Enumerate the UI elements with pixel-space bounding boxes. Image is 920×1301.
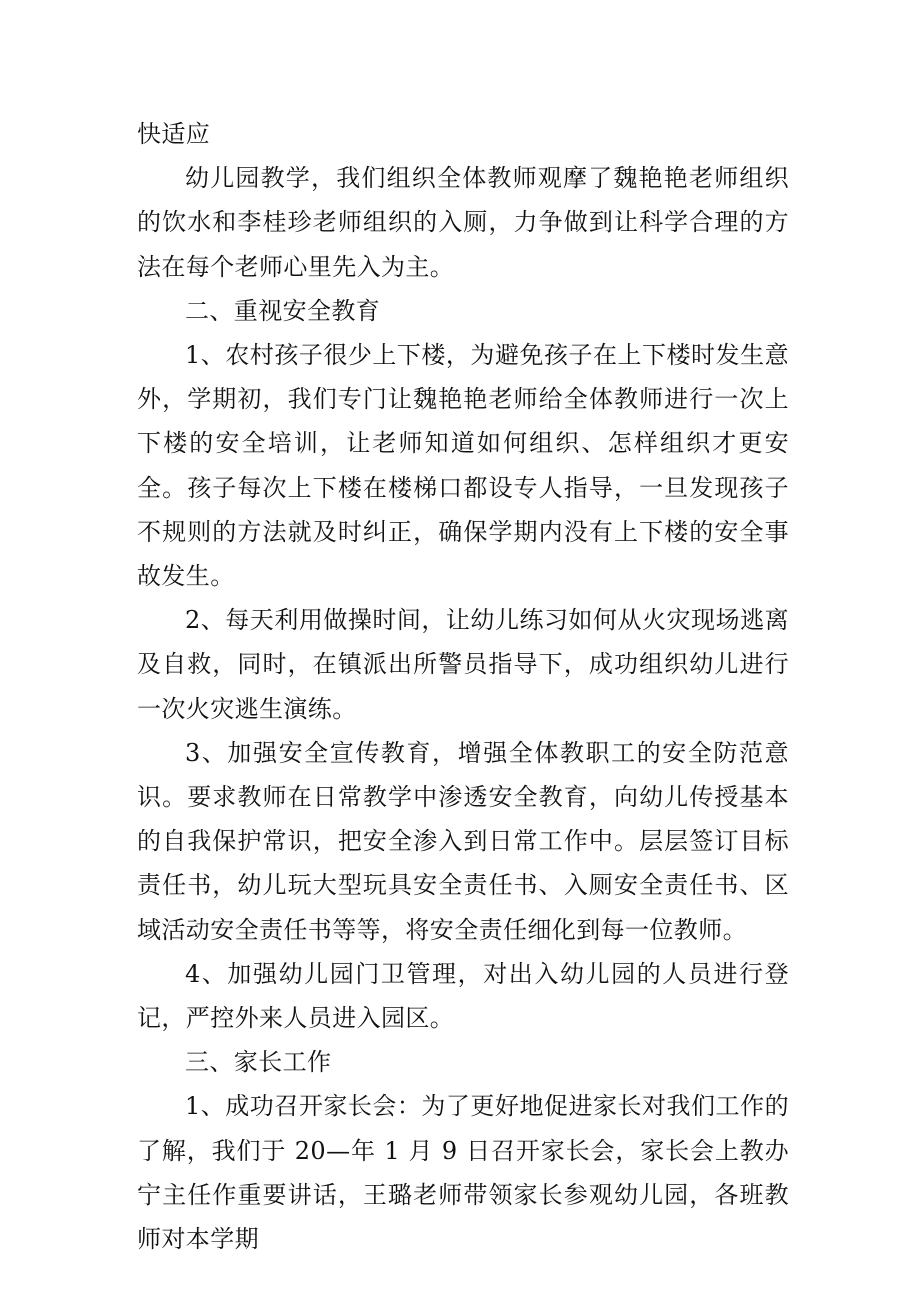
paragraph-gate-management: 4、加强幼儿园门卫管理，对出入幼儿园的人员进行登记，严控外来人员进入园区。 [137,959,789,1033]
paragraph-parent-meeting: 1、成功召开家长会：为了更好地促进家长对我们工作的了解，我们于 20—年 1 月 9 日召开家长会，家长会上教办宁主任作重要讲话，王璐老师带领家长参观幼儿园，各班教师对本学期 [137,1092,789,1254]
paragraph-safety-awareness: 3、加强安全宣传教育，增强全体教职工的安全防范意识。要求教师在日常教学中渗透安全教育，向幼儿传授基本的自我保护常识，把安全渗入到日常工作中。层层签订目标责任书，幼儿玩大型玩具安全责任书、入厕安全责任书、区域活动安全责任书等等，将安全责任细化到每一位教师。 [137,738,789,944]
paragraph-fire-drill: 2、每天利用做操时间，让幼儿练习如何从火灾现场逃离及自救，同时，在镇派出所警员指导下，成功组织幼儿进行一次火灾逃生演练。 [137,606,789,723]
section-heading-parent-work: 三、家长工作 [185,1048,332,1077]
paragraph-teaching-observation: 幼儿园教学，我们组织全体教师观摩了魏艳艳老师组织的饮水和李桂珍老师组织的入厕，力争做到让科学合理的方法在每个老师心里先入为主。 [137,164,789,281]
document-body [137,112,789,1261]
paragraph-stair-safety: 1、农村孩子很少上下楼，为避免孩子在上下楼时发生意外，学期初，我们专门让魏艳艳老师给全体教师进行一次上下楼的安全培训，让老师知道如何组织、怎样组织才更安全。孩子每次上下楼在楼梯口都设专人指导，一旦发现孩子不规则的方法就及时纠正，确保学期内没有上下楼的安全事故发生。 [137,341,789,591]
paragraph-continuation: 快适应 [137,120,211,148]
section-heading-safety-education: 二、重视安全教育 [185,296,381,325]
